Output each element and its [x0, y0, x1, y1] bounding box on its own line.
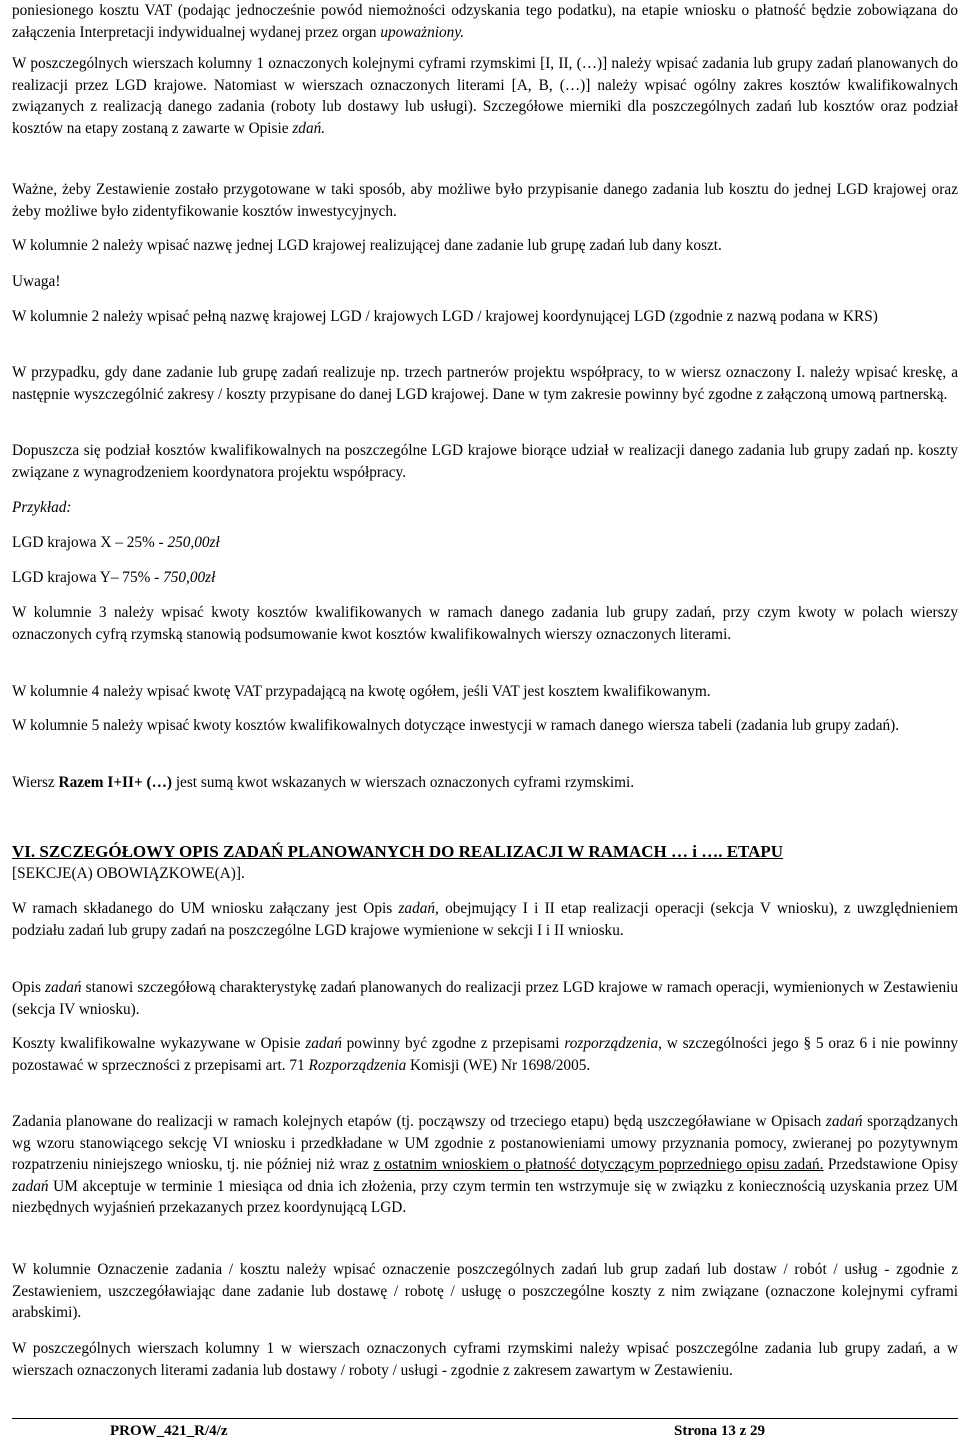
example-line-x: LGD krajowa X – 25% - 250,00zł — [12, 534, 220, 551]
section-heading-sub: [SEKCJE(A) OBOWIĄZKOWE(A)]. — [12, 865, 245, 882]
paragraph-important: Ważne, żeby Zestawienie zostało przygotowane w taki sposób, aby możliwe było przypisanie danego zadania lub kosztu do jednej LGD krajowej oraz żeby możliwe było zidentyfikowanie kosztów inwestycyjnych. — [12, 181, 958, 220]
paragraph-roman-rows: W poszczególnych wierszach kolumny 1 oznaczonych kolejnymi cyframi rzymskimi [I, II, (…)] należy wpisać zadania lub grupy zadań planowanych do realizacji przez LGD krajowe. Natomiast w wierszach oznaczonych literami [A, B, (…)] należy wpisać ogólny zakres kosztów kwalifikowalnych związanych z realizacją danego zadania (roboty lub dostawy lub usługi). Szczegółowe mierniki dla poszczególnych zadań lub kosztów oraz podział kosztów na etapy zostaną z zawarte w Opisie zdań. — [12, 55, 958, 137]
paragraph-rows-column-1: W poszczególnych wierszach kolumny 1 w wierszach oznaczonych cyframi rzymskimi należy wpisać poszczególne zadania lub grupy zadań, a w wierszach oznaczonych literami zadania lub dostawy / roboty / usługi - zgodnie z zakresem zawartym w Zestawieniu. — [12, 1340, 958, 1379]
paragraph-partners: W przypadku, gdy dane zadanie lub grupę zadań realizuje np. trzech partnerów projektu współpracy, to w wiersz oznaczony I. należy wpisać kreskę, a następnie wyszczególnić zakresy / koszty przypisane do danej LGD krajowej. Dane w tym zakresie powinny być zgodne z załączoną umową partnerską. — [12, 364, 958, 403]
footer-divider — [12, 1418, 958, 1419]
paragraph-eligible-costs: Koszty kwalifikowalne wykazywane w Opisie zadań powinny być zgodne z przepisami rozporządzenia, w szczególności jego § 5 oraz 6 i nie powinny pozostawać w sprzeczności z przepisami art. 71 Rozporządzenia Komisji (WE) Nr 1698/2005. — [12, 1035, 958, 1074]
footer-document-code: PROW_421_R/4/z — [110, 1423, 228, 1439]
paragraph-note: Uwaga! — [12, 273, 61, 290]
paragraph-column-5: W kolumnie 5 należy wpisać kwoty kosztów kwalifikowalnych dotyczące inwestycji w ramach danego wiersza tabeli (zadania lub grupy zadań). — [12, 717, 900, 734]
document-page — [12, 0, 958, 1442]
paragraph-task-characteristics: Opis zadań stanowi szczegółową charakterystykę zadań planowanych do realizacji przez LGD krajowe w ramach operacji, wymienionych w Zestawieniu (sekcja IV wniosku). — [12, 979, 958, 1018]
footer-page-number: Strona 13 z 29 — [674, 1423, 765, 1439]
paragraph-marking-column: W kolumnie Oznaczenie zadania / kosztu należy wpisać oznaczenie poszczególnych zadań lub grup zadań lub dostaw / robót / usług - zgodnie z Zestawieniem, uszczegóławiając dane zadanie lub dostawę / robotę / usługę o poszczególne koszty z nim związane (oznaczone kolejnymi cyframi arabskimi). — [12, 1261, 958, 1321]
paragraph-next-stages: Zadania planowane do realizacji w ramach kolejnych etapów (tj. począwszy od trzeciego etapu) będą uszczegóławiane w Opisach zadań sporządzanych wg wzoru stanowiącego sekcję VI wniosku i przedkładane w UM zgodnie z postanowieniami umowy przyznania pomocy, zwieranej po pozytywnym rozpatrzeniu niniejszego wniosku, tj. nie później niż wraz z ostatnim wnioskiem o płatność dotyczącym poprzedniego opisu zadań. Przedstawione Opisy zadań UM akceptuje w terminie 1 miesiąca od dnia ich złożenia, przy czym termin ten wstrzymuje się w związku z koniecznością uzyskania przez UM niezbędnych wyjaśnień przekazanych przez koordynującą LGD. — [12, 1113, 958, 1216]
paragraph-vat: poniesionego kosztu VAT (podając jednocześnie powód niemożności odzyskania tego podatku), na etapie wniosku o płatność będzie zobowiązana do załączenia Interpretacji indywidualnej wydanej przez organ upoważniony. — [12, 2, 958, 41]
paragraph-column-4: W kolumnie 4 należy wpisać kwotę VAT przypadającą na kwotę ogółem, jeśli VAT jest kosztem kwalifikowanym. — [12, 683, 711, 700]
paragraph-column-2: W kolumnie 2 należy wpisać nazwę jednej LGD krajowej realizującej dane zadanie lub grupę zadań lub dany koszt. — [12, 237, 722, 254]
paragraph-full-name: W kolumnie 2 należy wpisać pełną nazwę krajowej LGD / krajowych LGD / krajowej koordynującej LGD (zgodnie z nazwą podana w KRS) — [12, 308, 878, 325]
paragraph-total-row: Wiersz Razem I+II+ (…) jest sumą kwot wskazanych w wierszach oznaczonych cyframi rzymskimi. — [12, 774, 635, 791]
section-heading: VI. SZCZEGÓŁOWY OPIS ZADAŃ PLANOWANYCH DO REALIZACJI W RAMACH … i …. ETAPU — [12, 842, 784, 861]
paragraph-cost-split: Dopuszcza się podział kosztów kwalifikowalnych na poszczególne LGD krajowe biorące udział w realizacji danego zadania lub grupy zadań np. koszty związane z wynagrodzeniem koordynatora projektu współpracy. — [12, 442, 958, 481]
example-line-y: LGD krajowa Y– 75% - 750,00zł — [12, 569, 216, 586]
example-label: Przykład: — [12, 499, 72, 516]
paragraph-column-3: W kolumnie 3 należy wpisać kwoty kosztów kwalifikowanych w ramach danego zadania lub grupy zadań, przy czym kwoty w polach wierszy oznaczonych cyfrą rzymską stanowią podsumowanie kwot kosztów kwalifikowalnych wierszy oznaczonych literami. — [12, 604, 958, 643]
paragraph-task-description: W ramach składanego do UM wniosku załączany jest Opis zadań, obejmujący I i II etap realizacji operacji (sekcja V wniosku), z uwzględnieniem podziału zadań lub grupy zadań na poszczególne LGD krajowe wymienione w sekcji I i II wniosku. — [12, 900, 959, 939]
